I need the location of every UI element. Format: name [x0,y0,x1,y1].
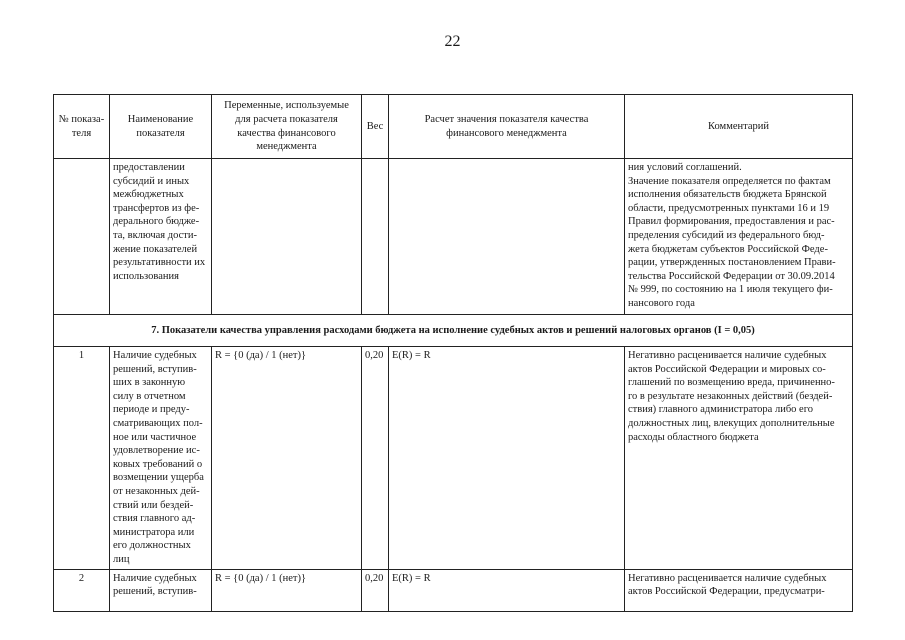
cell-variables: R = {0 (да) / 1 (нет)} [212,569,362,611]
cell-comment: Негативно расценивается наличие судебных актов Российской Федерации, предусматри- [625,569,853,611]
page-number: 22 [444,33,461,50]
cell-weight: 0,20 [362,347,389,570]
cell-comment: ния условий соглашений. Значение показателя определяется по фактам исполнения обязательств бюджета Брянской области, предусмотренных пунктами 16 и 19 Правил формирования, предоставления и рас- пределения субсидий из федерального бюд- жета бюджетам субъектов Российской Феде- рации, утвержденных постановлением Прави- тельства Российской Федерации от 30.09.2014 № 999, по состоянию на 1 июля текущего фи- нансового года [625,159,853,315]
header-variables: Переменные, используемые для расчета показателя качества финансового менеджмента [212,95,362,159]
header-weight: Вес [362,95,389,159]
table-row [54,347,853,570]
table-row [54,159,853,315]
section-row [54,315,853,347]
cell-weight: 0,20 [362,569,389,611]
cell-variables [212,159,362,315]
cell-variables: R = {0 (да) / 1 (нет)} [212,347,362,570]
cell-comment: Негативно расценивается наличие судебных актов Российской Федерации и мировых со- глашений по возмещению вреда, причиненно- го в результате незаконных действий (бездей- ствия) главного администратора либо его должностных лиц, влекущих дополнительные расходы областного бюджета [625,347,853,570]
header-calculation: Расчет значения показателя качества финансового менеджмента [389,95,625,159]
cell-weight [362,159,389,315]
cell-name: предоставлении субсидий и иных межбюджетных трансфертов из фе- дерального бюдже- та, включая дости- жение показателей результативности их использования [110,159,212,315]
cell-name: Наличие судебных решений, вступив- [110,569,212,611]
cell-number: 1 [54,347,110,570]
cell-name: Наличие судебных решений, вступив- ших в законную силу в отчетном периоде и преду- сматривающих пол- ное или частичное удовлетворение ис- ковых требований о возмещении ущерба от незаконных дей- ствий или бездей- ствия главного ад- министратора или его должностных лиц [110,347,212,570]
cell-calculation: E(R) = R [389,347,625,570]
header-comment: Комментарий [625,95,853,159]
section-title: 7. Показатели качества управления расходами бюджета на исполнение судебных актов и решений налоговых органов (I = 0,05) [54,315,853,347]
header-name: Наименование показателя [110,95,212,159]
cell-calculation: E(R) = R [389,569,625,611]
cell-number: 2 [54,569,110,611]
cell-calculation [389,159,625,315]
table-header-row [54,95,853,159]
table-row [54,569,853,611]
indicator-table [53,94,853,612]
header-number: № показа- теля [54,95,110,159]
cell-number [54,159,110,315]
